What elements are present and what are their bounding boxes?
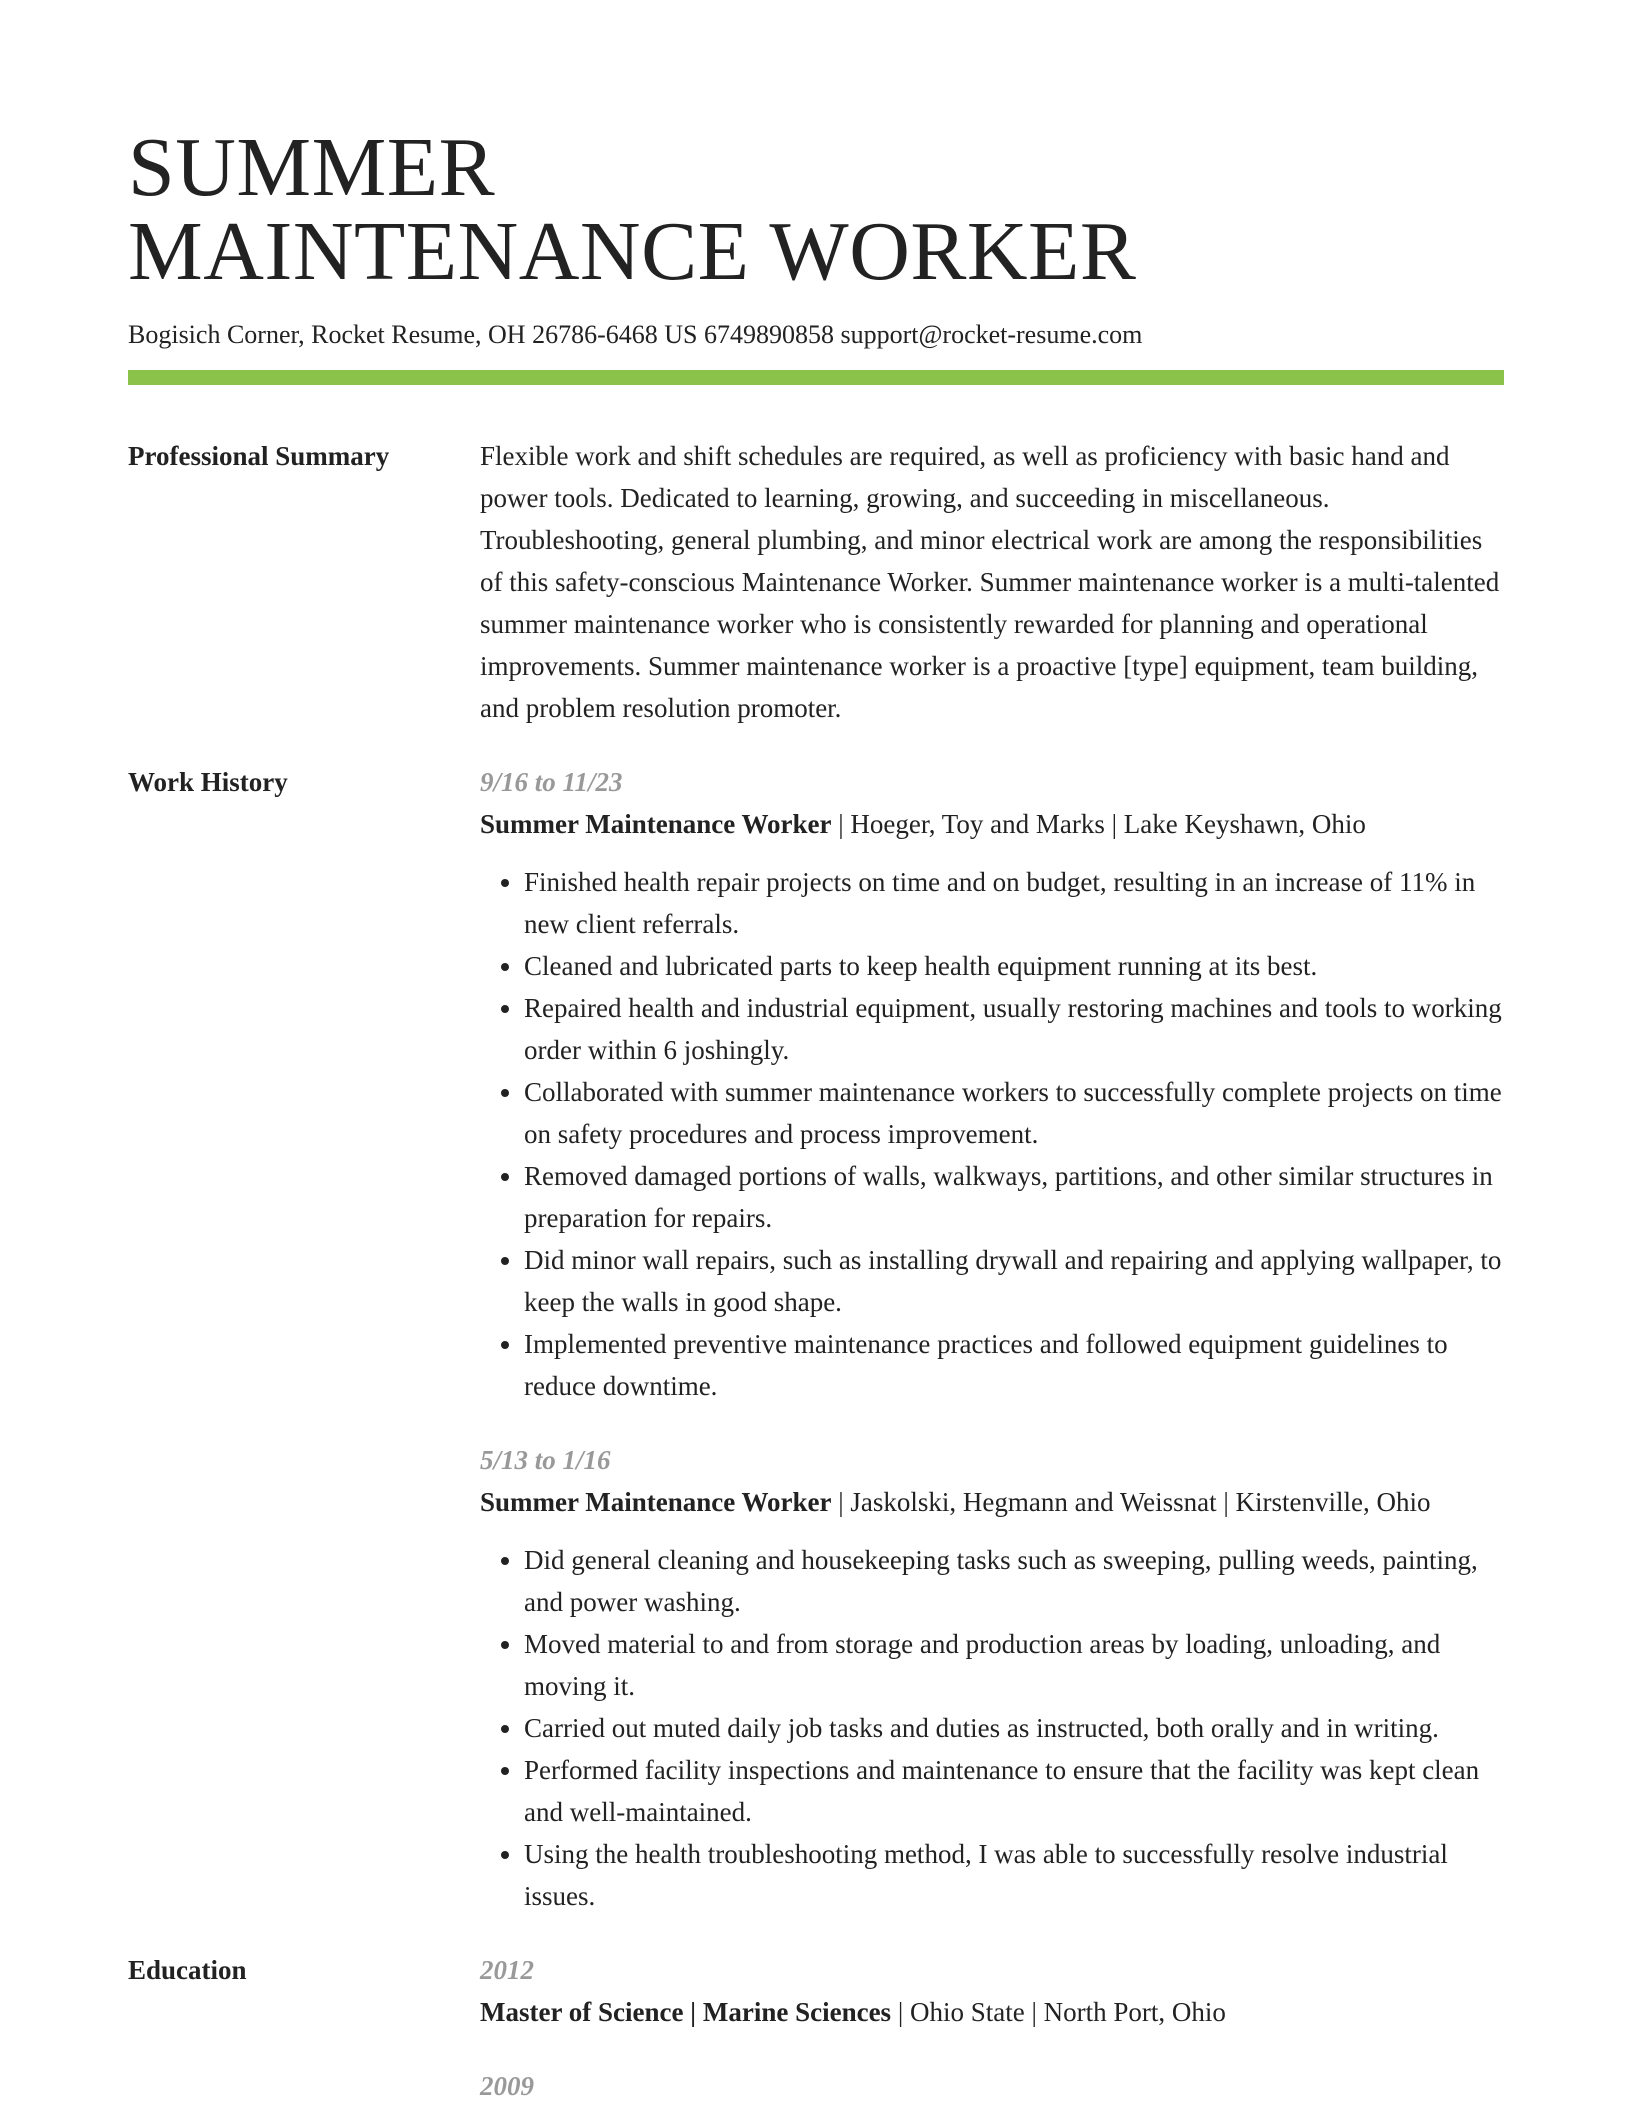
education-body	[480, 1949, 1504, 2107]
job-bullet-list	[480, 861, 1504, 1407]
job-bullet: • Implemented preventive maintenance practices and followed equipment guidelines to reduce downtime.	[524, 1323, 1504, 1407]
contact-line: Bogisich Corner, Rocket Resume, OH 26786-6468 US 6749890858 support@rocket-resume.com	[128, 320, 1143, 349]
summary-text: Flexible work and shift schedules are required, as well as proficiency with basic hand and power tools. Dedicated to learning, growing, and succeeding in miscellaneous. Troubleshooting, general plumbing, and minor electrical work are among the responsibilities of this safety-conscious Maintenance Worker. Summer maintenance worker is a multi-talented summer maintenance worker who is consistently rewarded for planning and operational improvements. Summer maintenance worker is a proactive [type] equipment, team building, and problem resolution promoter.	[480, 441, 1500, 723]
job-title: Summer Maintenance Worker	[480, 809, 832, 839]
job-bullet: • Cleaned and lubricated parts to keep health equipment running at its best.	[524, 945, 1504, 987]
job-bullet: • Using the health troubleshooting method, I was able to successfully resolve industrial issues.	[524, 1833, 1504, 1917]
job-bullet: • Carried out muted daily job tasks and duties as instructed, both orally and in writing.	[524, 1707, 1504, 1749]
resume-title	[128, 121, 1504, 298]
summary-section	[128, 435, 1504, 729]
job-role-line	[480, 1481, 1504, 1523]
accent-divider	[128, 370, 1504, 385]
education-year: 2012	[480, 1955, 534, 1985]
job-details: | Jaskolski, Hegmann and Weissnat | Kirstenville, Ohio	[831, 1487, 1431, 1517]
job-role-line	[480, 803, 1504, 845]
education-line	[480, 1991, 1504, 2033]
job-details: | Hoeger, Toy and Marks | Lake Keyshawn, Ohio	[831, 809, 1366, 839]
job-bullet: • Removed damaged portions of walls, walkways, partitions, and other similar structures in preparation for repairs.	[524, 1155, 1504, 1239]
job-bullet: • Did general cleaning and housekeeping tasks such as sweeping, pulling weeds, painting, and power washing.	[524, 1539, 1504, 1623]
education-details: | Ohio State | North Port, Ohio	[891, 1997, 1226, 2027]
job-dates: 5/13 to 1/16	[480, 1445, 611, 1475]
education-entry	[480, 1949, 1504, 2033]
section-label-education: Education	[128, 1955, 247, 1985]
job-bullet-list	[480, 1539, 1504, 1917]
title-line-1: SUMMER	[128, 121, 496, 214]
section-label-work-history: Work History	[128, 767, 288, 797]
job-dates: 9/16 to 11/23	[480, 767, 623, 797]
job-bullet: • Repaired health and industrial equipment, usually restoring machines and tools to working order within 6 joshingly.	[524, 987, 1504, 1071]
job-title: Summer Maintenance Worker	[480, 1487, 832, 1517]
job-bullet: • Finished health repair projects on time and on budget, resulting in an increase of 11% in new client referrals.	[524, 861, 1504, 945]
job-bullet: • Did minor wall repairs, such as installing drywall and repairing and applying wallpaper, to keep the walls in good shape.	[524, 1239, 1504, 1323]
work-history-section	[128, 761, 1504, 1917]
education-year: 2009	[480, 2071, 534, 2101]
education-section	[128, 1949, 1504, 2107]
resume-page	[128, 121, 1504, 2107]
title-line-2: MAINTENANCE WORKER	[128, 205, 1137, 298]
education-entry	[480, 2065, 1504, 2107]
education-degree: Master of Science | Marine Sciences	[480, 1997, 892, 2027]
job-bullet: • Performed facility inspections and maintenance to ensure that the facility was kept clean and well-maintained.	[524, 1749, 1504, 1833]
job-bullet: • Moved material to and from storage and production areas by loading, unloading, and moving it.	[524, 1623, 1504, 1707]
job-entry	[480, 1439, 1504, 1917]
work-history-body	[480, 761, 1504, 1917]
section-label-summary: Professional Summary	[128, 441, 390, 471]
job-entry	[480, 761, 1504, 1407]
job-bullet: • Collaborated with summer maintenance workers to successfully complete projects on time on safety procedures and process improvement.	[524, 1071, 1504, 1155]
